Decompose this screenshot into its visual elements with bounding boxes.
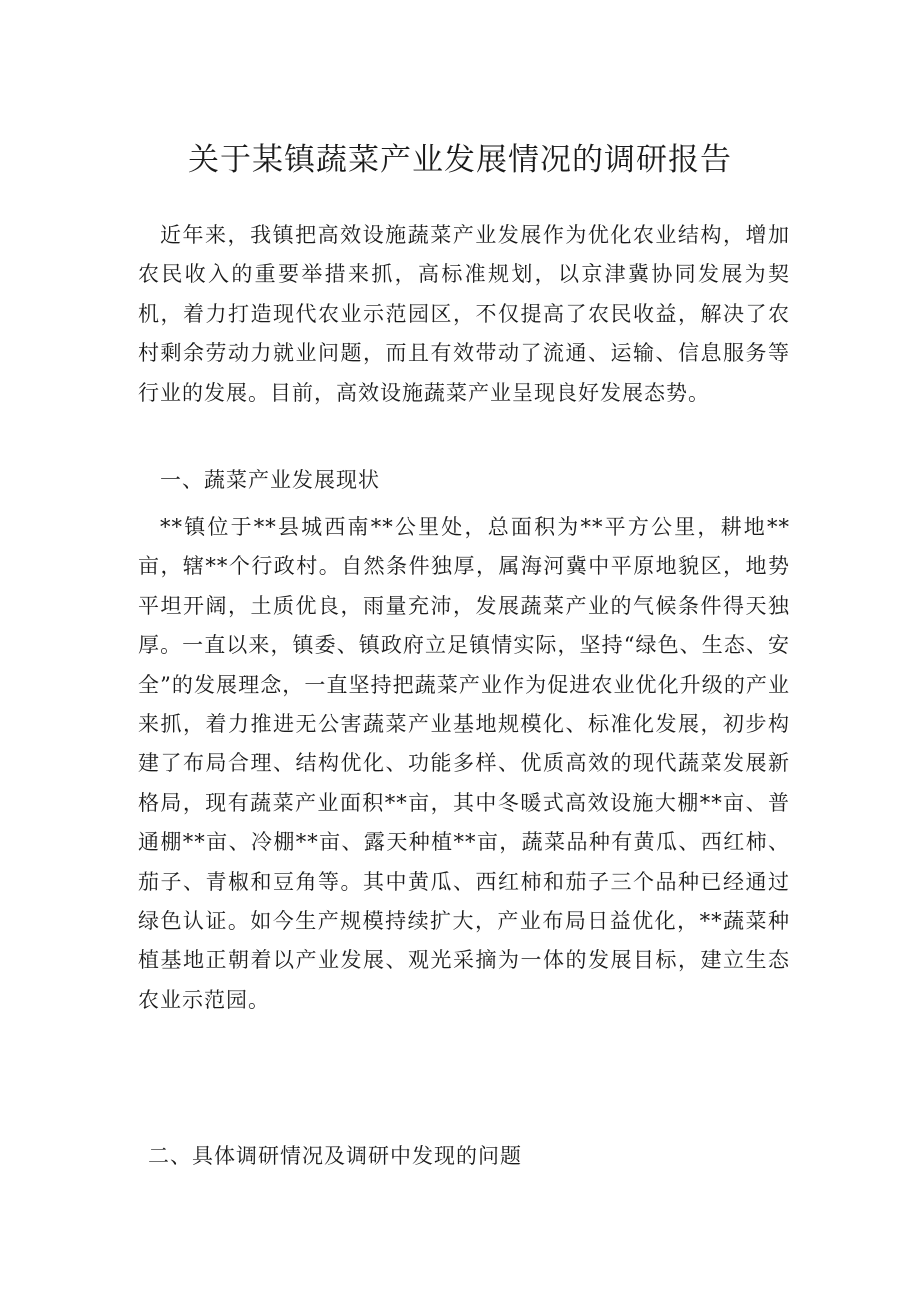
document-title: 关于某镇蔬菜产业发展情况的调研报告 [188,142,732,178]
status-paragraph: **镇位于**县城西南**公里处，总面积为**平方公里，耕地**亩，辖**个行政村。自然条件独厚，属海河冀中平原地貌区，地势平坦开阔，土质优良，雨量充沛，发展蔬菜产业的气候条件得天独厚。一直以来，镇委、镇政府立足镇情实际，坚持“绿色、生态、安全”的发展理念，一直坚持把蔬菜产业作为促进农业优化升级的产业来抓，着力推进无公害蔬菜产业基地规模化、标准化发展，初步构建了布局合理、结构优化、功能多样、优质高效的现代蔬菜发展新格局，现有蔬菜产业面积**亩，其中冬暖式高效设施大棚**亩、普通棚**亩、冷棚**亩、露天种植**亩，蔬菜品种有黄瓜、西红柿、茄子、青椒和豆角等。其中黄瓜、西红柿和茄子三个品种已经通过绿色认证。如今生产规模持续扩大，产业布局日益优化，**蔬菜种植基地正朝着以产业发展、观光采摘为一体的发展目标，建立生态农业示范园。 [138,515,790,1012]
section-heading-1: 一、蔬菜产业发展现状 [160,468,380,492]
section-heading-2: 二、具体调研情况及调研中发现的问题 [148,1144,522,1168]
intro-paragraph: 近年来，我镇把高效设施蔬菜产业发展作为优化农业结构，增加农民收入的重要举措来抓，高标准规划，以京津冀协同发展为契机，着力打造现代农业示范园区，不仅提高了农民收益，解决了农村剩余劳动力就业问题，而且有效带动了流通、运输、信息服务等行业的发展。目前，高效设施蔬菜产业呈现良好发展态势。 [138,223,790,405]
